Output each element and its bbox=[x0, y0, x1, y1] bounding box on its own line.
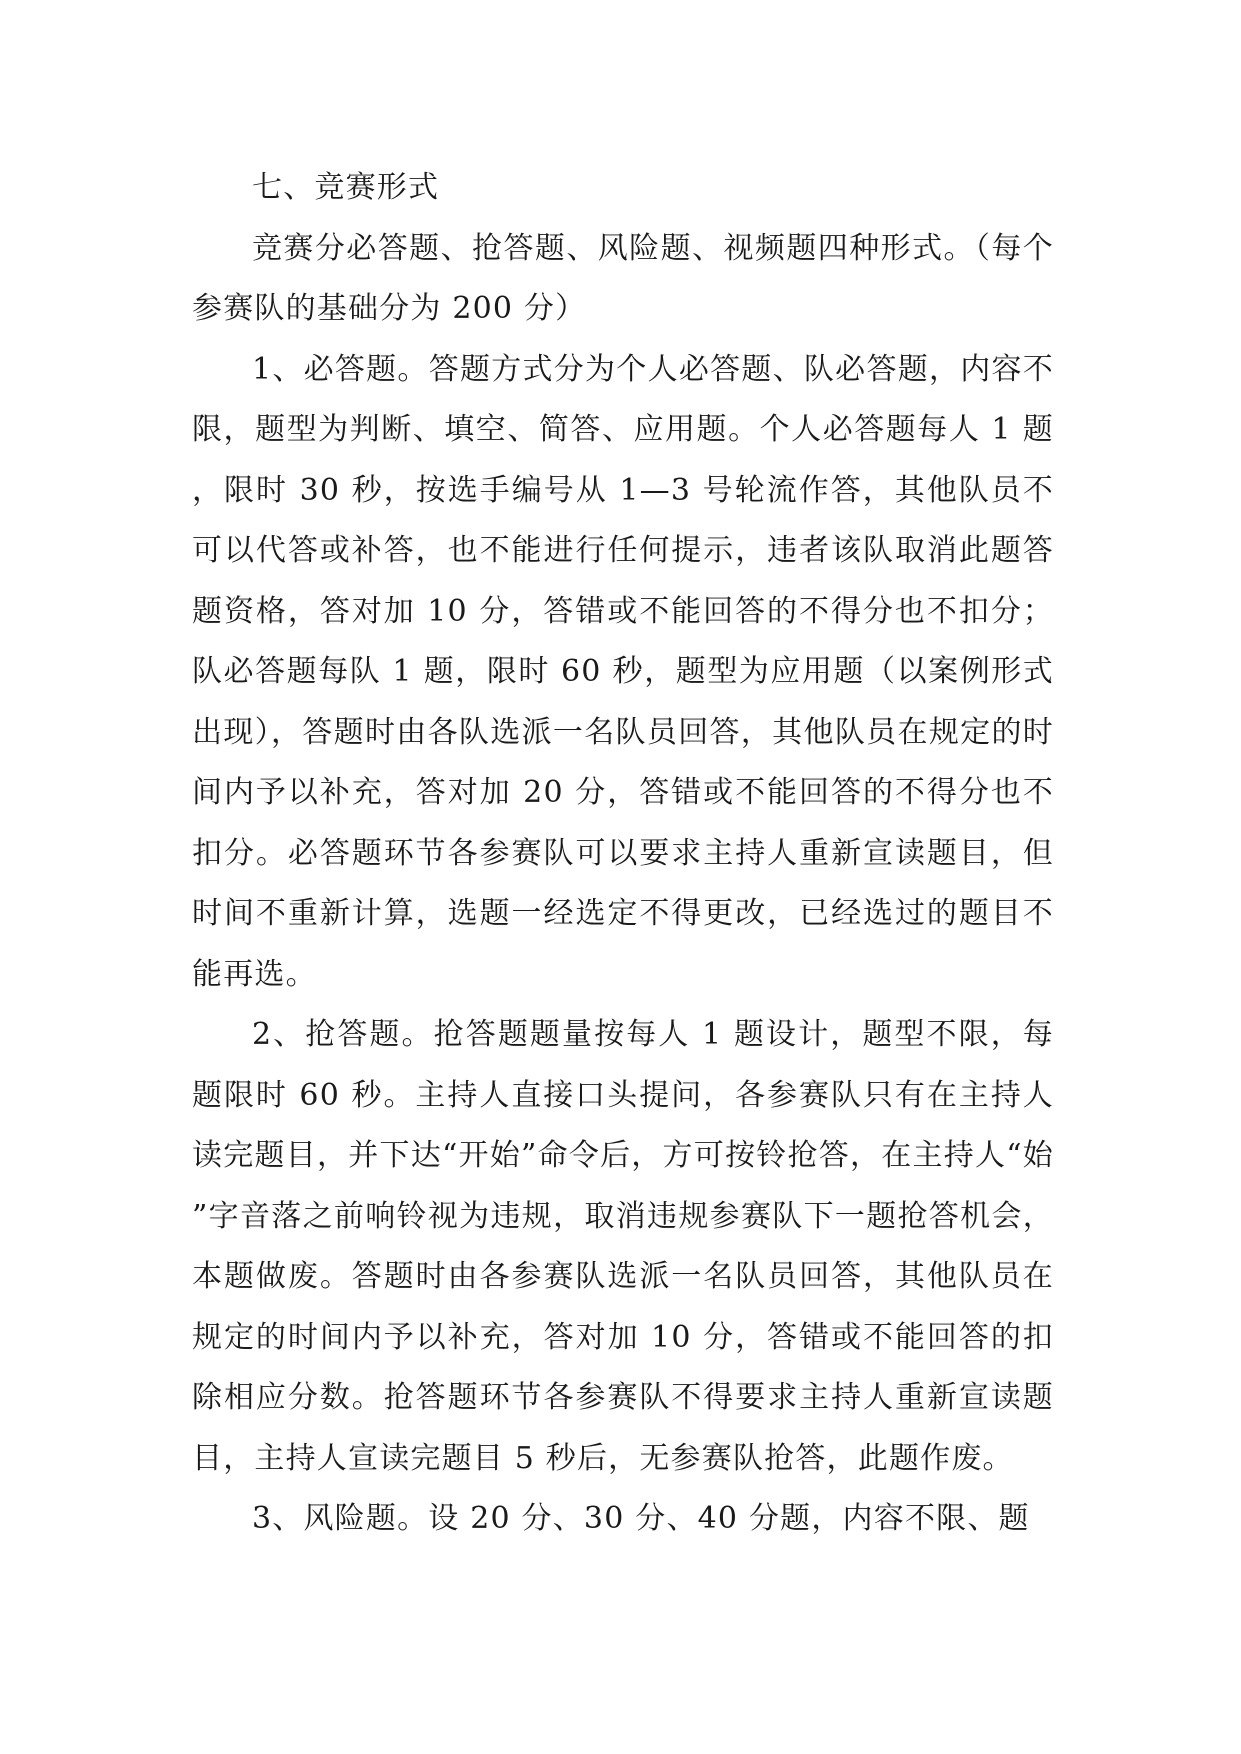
document-body bbox=[192, 158, 1054, 1550]
rule-paragraph-quick-response: 2、抢答题。抢答题题量按每人 1 题设计，题型不限，每题限时 60 秒。主持人直接口头提问，各参赛队只有在主持人读完题目，并下达“开始”命令后，方可按铃抢答，在主持人“始”字音落之前响铃视为违规，取消违规参赛队下一题抢答机会，本题做废。答题时由各参赛队选派一名队员回答，其他队员在规定的时间内予以补充，答对加 10 分，答错或不能回答的扣除相应分数。抢答题环节各参赛队不得要求主持人重新宣读题目，主持人宣读完题目 5 秒后，无参赛队抢答，此题作废。 bbox=[192, 1017, 1054, 1476]
section-heading: 七、竞赛形式 bbox=[252, 170, 440, 205]
intro-paragraph: 竞赛分必答题、抢答题、风险题、视频题四种形式。（每个参赛队的基础分为 200 分） bbox=[192, 230, 1054, 326]
rule-paragraph-risk-questions: 3、风险题。设 20 分、30 分、40 分题，内容不限、题 bbox=[252, 1501, 1030, 1536]
rule-paragraph-required-questions: 1、必答题。答题方式分为个人必答题、队必答题，内容不限，题型为判断、填空、简答、应用题。个人必答题每人 1 题，限时 30 秒，按选手编号从 1—3 号轮流作答，其他队员不可以代答或补答，也不能进行任何提示，违者该队取消此题答题资格，答对加 10 分，答错或不能回答的不得分也不扣分；队必答题每队 1 题，限时 60 秒，题型为应用题（以案例形式出现），答题时由各队选派一名队员回答，其他队员在规定的时间内予以补充，答对加 20 分，答错或不能回答的不得分也不扣分。必答题环节各参赛队可以要求主持人重新宣读题目，但时间不重新计算，选题一经选定不得更改，已经选过的题目不能再选。 bbox=[192, 351, 1054, 992]
